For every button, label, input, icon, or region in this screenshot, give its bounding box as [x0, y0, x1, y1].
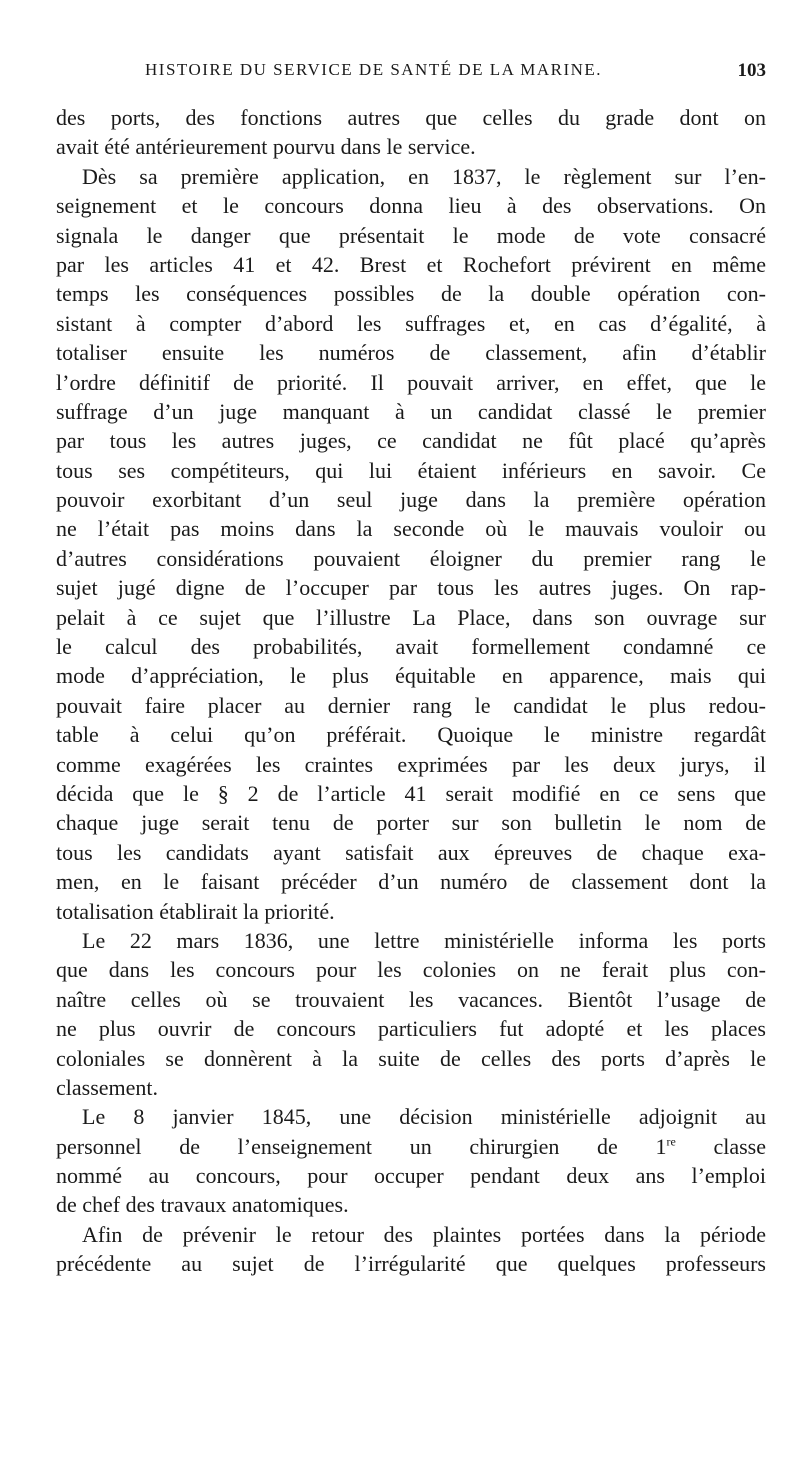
- body-text: [56, 103, 766, 1279]
- text-line: coloniales se donnèrent à la suite de celles des ports d’après le: [56, 1045, 766, 1071]
- text-line: totalisation établirait la priorité.: [56, 898, 335, 924]
- text-line: sistant à compter d’abord les suffrages et, en cas d’égalité, à: [56, 310, 766, 336]
- text-line: seignement et le concours donna lieu à des observations. On: [56, 193, 766, 219]
- text-line: Dès sa première application, en 1837, le règlement sur l’en-: [82, 163, 766, 189]
- text-line: tous ses compétiteurs, qui lui étaient inférieurs en savoir. Ce: [56, 457, 766, 483]
- text-line: suffrage d’un juge manquant à un candidat classé le premier: [56, 398, 766, 424]
- text-line: comme exagérées les craintes exprimées par les deux jurys, il: [56, 751, 766, 777]
- text-line: chaque juge serait tenu de porter sur son bulletin le nom de: [56, 810, 766, 836]
- text-line: que dans les concours pour les colonies on ne ferait plus con-: [56, 957, 766, 983]
- text-segment: classe: [675, 1133, 766, 1159]
- text-line: pelait à ce sujet que l’illustre La Place, dans son ouvrage sur: [56, 604, 766, 630]
- text-line: avait été antérieurement pourvu dans le service.: [56, 134, 476, 160]
- text-line: totaliser ensuite les numéros de classement, afin d’établir: [56, 340, 766, 366]
- text-line: mode d’appréciation, le plus équitable en apparence, mais qui: [56, 663, 766, 689]
- text-line: par les articles 41 et 42. Brest et Rochefort prévirent en même: [56, 251, 766, 277]
- superscript: re: [666, 1134, 676, 1149]
- text-line: temps les conséquences possibles de la double opération con-: [56, 281, 766, 307]
- text-line: sujet jugé digne de l’occuper par tous les autres juges. On rap-: [56, 575, 766, 601]
- text-line: tous les candidats ayant satisfait aux épreuves de chaque exa-: [56, 839, 766, 865]
- text-line: table à celui qu’on préférait. Quoique le ministre regardât: [56, 722, 766, 748]
- text-line: Le 22 mars 1836, une lettre ministérielle informa les ports: [82, 927, 766, 953]
- text-line: des ports, des fonctions autres que celles du grade dont on: [56, 105, 766, 130]
- page-header: [145, 60, 766, 90]
- text-line: nommé au concours, pour occuper pendant deux ans l’emploi: [56, 1163, 766, 1189]
- running-title: HISTOIRE DU SERVICE DE SANTÉ DE LA MARINE.: [145, 60, 603, 79]
- text-line: pouvait faire placer au dernier rang le candidat le plus redou-: [56, 692, 766, 718]
- text-line: le calcul des probabilités, avait formellement condamné ce: [56, 634, 766, 660]
- text-line: classement.: [56, 1074, 159, 1100]
- page-number: 103: [737, 60, 766, 81]
- text-line: naître celles où se trouvaient les vacances. Bientôt l’usage de: [56, 986, 766, 1012]
- text-line: par tous les autres juges, ce candidat ne fût placé qu’après: [56, 428, 766, 454]
- text-line: Le 8 janvier 1845, une décision ministérielle adjoignit au: [82, 1104, 766, 1130]
- text-line: men, en le faisant précéder d’un numéro de classement dont la: [56, 869, 766, 895]
- text-line: l’ordre définitif de priorité. Il pouvait arriver, en effet, que le: [56, 369, 766, 395]
- text-line: précédente au sujet de l’irrégularité que quelques professeurs: [56, 1251, 766, 1277]
- text-line-with-superscript: [56, 1132, 766, 1161]
- text-line: ne l’était pas moins dans la seconde où le mauvais vouloir ou: [56, 516, 766, 542]
- text-line: ne plus ouvrir de concours particuliers fut adopté et les places: [56, 1016, 766, 1042]
- text-line: de chef des travaux anatomiques.: [56, 1192, 349, 1218]
- text-segment: personnel de l’enseignement un chirurgien de 1: [56, 1133, 667, 1159]
- text-line: Afin de prévenir le retour des plaintes portées dans la période: [82, 1221, 766, 1247]
- text-line: pouvoir exorbitant d’un seul juge dans la première opération: [56, 487, 766, 513]
- text-line: signala le danger que présentait le mode de vote consacré: [56, 222, 766, 248]
- text-line: d’autres considérations pouvaient éloigner du premier rang le: [56, 545, 766, 571]
- text-line: décida que le § 2 de l’article 41 serait modifié en ce sens que: [56, 780, 766, 806]
